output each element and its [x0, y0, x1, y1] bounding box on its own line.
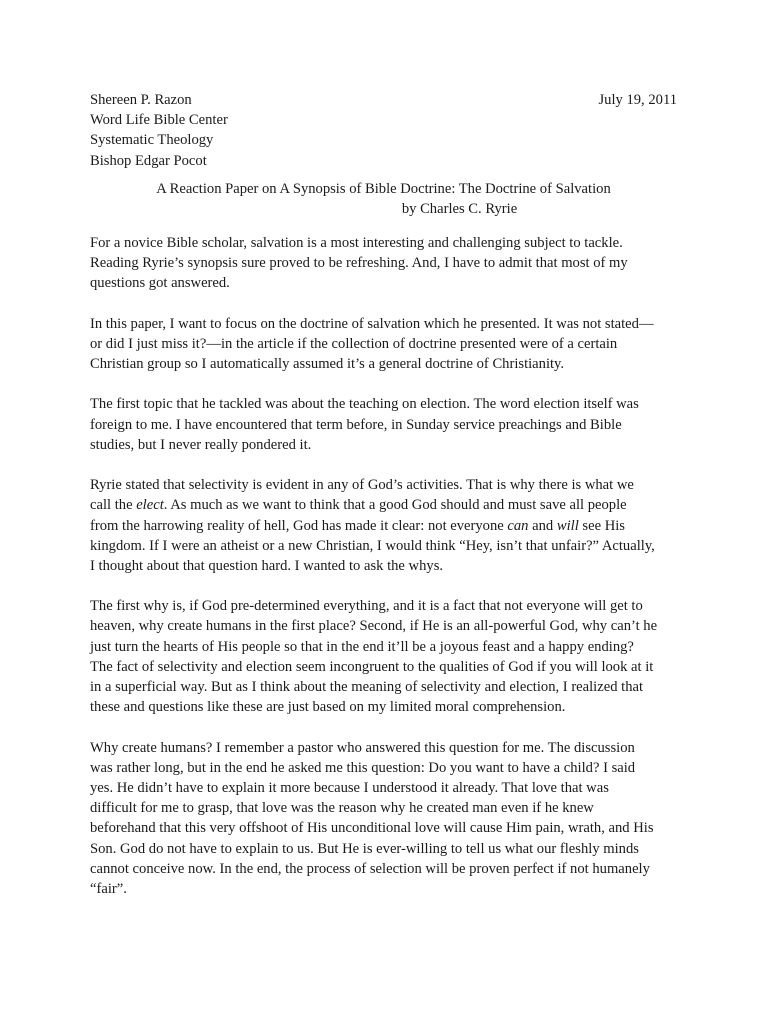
header-block: [90, 90, 677, 171]
paragraph-5: [90, 596, 682, 717]
paragraph-line: difficult for me to grasp, that love was the reason why he created man even if he knew: [90, 800, 594, 817]
paragraph-line: cannot conceive now. In the end, the process of selection will be proven perfect if not humanely: [90, 860, 650, 877]
paragraph-line: [90, 495, 682, 515]
emphasis-elect: elect: [136, 497, 164, 514]
paragraph-line: Son. God do not have to explain to us. But He is ever-willing to tell us what our fleshly minds: [90, 840, 639, 857]
paragraph-line: heaven, why create humans in the first place? Second, if He is an all-powerful God, why can’t he: [90, 618, 658, 635]
text-run: see His: [578, 517, 625, 534]
paragraph-line: In this paper, I want to focus on the doctrine of salvation which he presented. It was not stated—: [90, 315, 654, 332]
paragraph-line: just turn the hearts of His people so that in the end it’ll be a joyous feast and a happy ending?: [90, 638, 634, 655]
paragraph-line: For a novice Bible scholar, salvation is a most interesting and challenging subject to tackle.: [90, 235, 623, 251]
paragraph-line: The fact of selectivity and election seem incongruent to the qualities of God if you will look at it: [90, 658, 654, 675]
emphasis-will: will: [556, 517, 579, 534]
paragraph-line: was rather long, but in the end he asked me this question: Do you want to have a child? I said: [90, 759, 636, 776]
text-run: . As much as we want to think that a good God should and must save all people: [163, 497, 627, 514]
paragraph-line: [90, 516, 682, 536]
paragraph-2: [90, 314, 682, 375]
text-run: from the harrowing reality of hell, God has made it clear: not everyone: [90, 517, 508, 534]
author-name: Shereen P. Razon: [90, 92, 192, 108]
text-run: call the: [90, 497, 137, 514]
paragraph-line: questions got answered.: [90, 275, 230, 292]
paragraph-line: I thought about that question hard. I wanted to ask the whys.: [90, 557, 444, 574]
paragraph-3: [90, 394, 682, 455]
institution-name: Word Life Bible Center: [90, 112, 228, 129]
paragraph-6: [90, 738, 682, 900]
document-body: [90, 233, 682, 919]
paragraph-line: beforehand that this very offshoot of His unconditional love will cause Him pain, wrath, and His: [90, 820, 654, 837]
document-date: July 19, 2011: [598, 92, 677, 108]
paragraph-line: Christian group so I automatically assumed it’s a general doctrine of Christianity.: [90, 356, 565, 373]
paragraph-line: or did I just miss it?—in the article if the collection of doctrine presented were of a certain: [90, 335, 618, 352]
course-name: Systematic Theology: [90, 132, 214, 149]
paragraph-line: yes. He didn’t have to explain it more because I understood it already. That love that was: [90, 779, 609, 796]
paragraph-line: Why create humans? I remember a pastor who answered this question for me. The discussion: [90, 739, 635, 756]
paragraph-line: Ryrie stated that selectivity is evident in any of God’s activities. That is why there is what we: [90, 477, 634, 494]
paragraph-line: these and questions like these are just based on my limited moral comprehension.: [90, 699, 566, 716]
paragraph-line: The first topic that he tackled was about the teaching on election. The word election itself was: [90, 396, 639, 413]
emphasis-can: can: [507, 517, 529, 534]
paper-byline: by Charles C. Ryrie: [401, 201, 518, 218]
paragraph-1: [90, 233, 682, 294]
text-run: and: [528, 517, 557, 534]
paper-title: A Reaction Paper on A Synopsis of Bible Doctrine: The Doctrine of Salvation: [156, 181, 611, 197]
paragraph-line: kingdom. If I were an atheist or a new Christian, I would think “Hey, isn’t that unfair?” Actually,: [90, 537, 655, 554]
paragraph-line: “fair”.: [90, 880, 127, 897]
paragraph-line: The first why is, if God pre-determined everything, and it is a fact that not everyone will get to: [90, 598, 643, 615]
paragraph-line: studies, but I never really pondered it.: [90, 436, 312, 453]
instructor-name: Bishop Edgar Pocot: [90, 152, 207, 169]
paragraph-4: [90, 475, 682, 576]
paragraph-line: foreign to me. I have encountered that term before, in Sunday service preachings and Bible: [90, 416, 622, 433]
paragraph-line: in a superficial way. But as I think about the meaning of selectivity and election, I realized that: [90, 679, 644, 696]
paragraph-line: Reading Ryrie’s synopsis sure proved to be refreshing. And, I have to admit that most of my: [90, 255, 628, 272]
title-block: [90, 179, 677, 219]
